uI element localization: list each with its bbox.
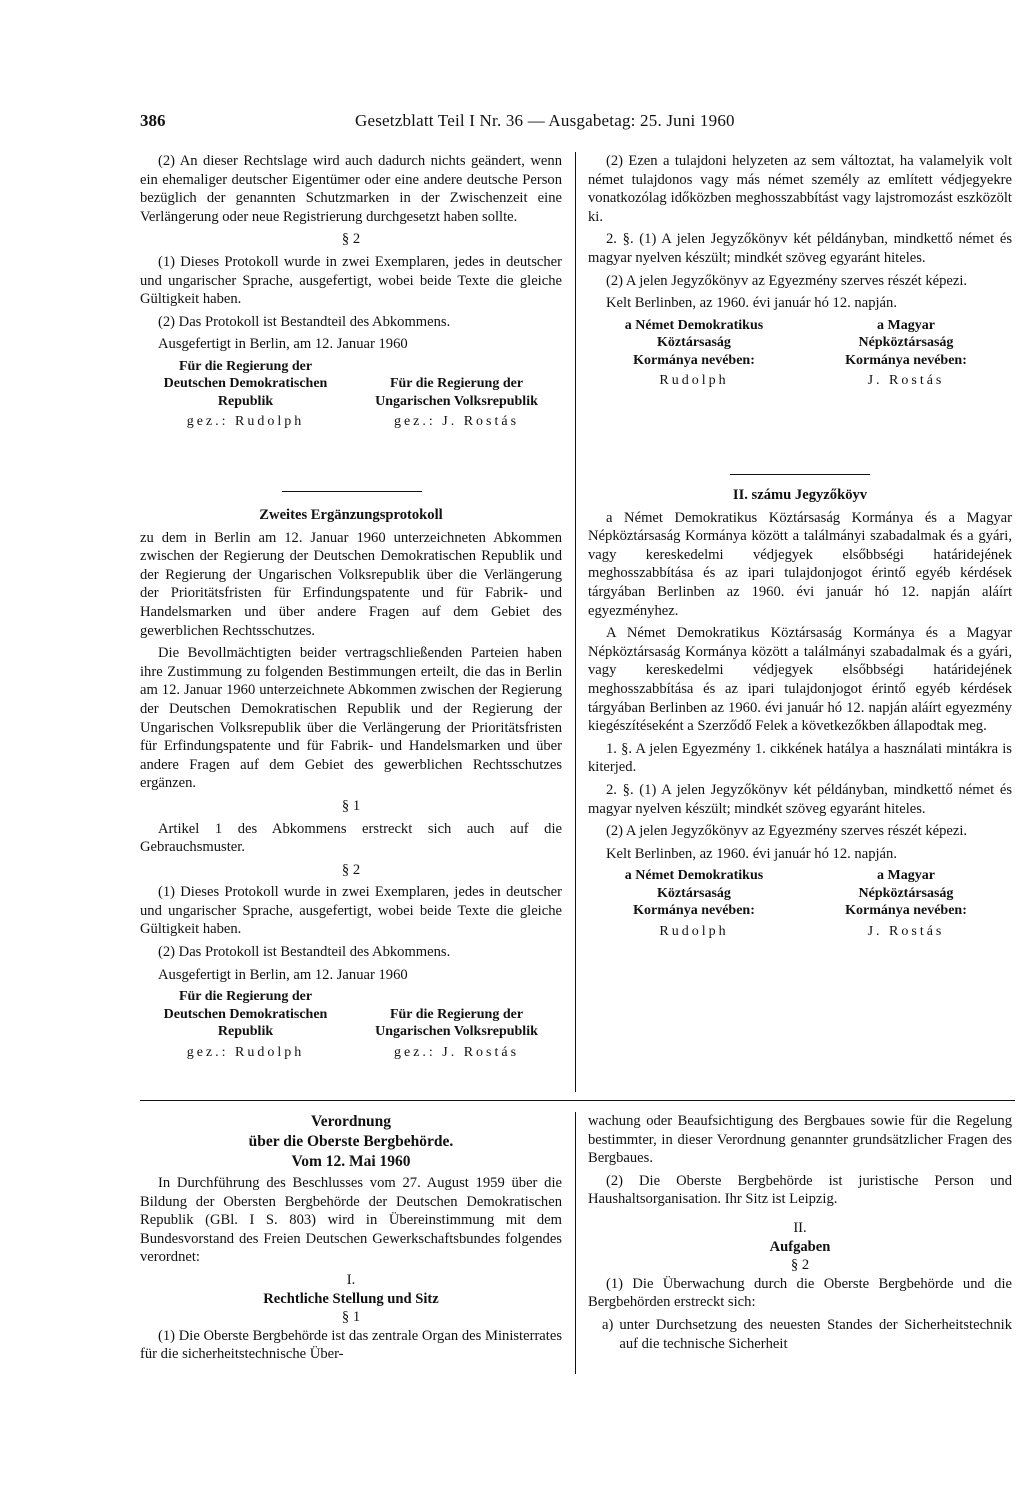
paragraph: (1) Dieses Protokoll wurde in zwei Exemplaren, jedes in deutscher und ungarischer Sprache, ausgefertigt, wobei beide Texte die gleiche Gültigkeit haben. [140, 253, 562, 308]
place-date: Ausgefertigt in Berlin, am 12. Januar 1960 [158, 966, 408, 983]
paragraph: Artikel 1 des Abkommens erstreckt sich auch auf die Gebrauchsmuster. [140, 820, 562, 856]
page-number: 386 [140, 111, 166, 130]
section-heading: § 1 [341, 1309, 361, 1326]
column-divider [575, 1112, 576, 1374]
part-numeral: II. [793, 1219, 807, 1236]
paragraph: 2. §. (1) A jelen Jegyzőkönyv két példányban, mindkettő német és magyar nyelven készült; mindkét szöveg egyaránt hiteles. [588, 781, 1012, 817]
paragraph: (2) Das Protokoll ist Bestandteil des Abkommens. [158, 944, 451, 961]
place-date: Kelt Berlinben, az 1960. évi január hó 12. napján. [606, 295, 897, 312]
paragraph: wachung oder Beaufsichtigung des Bergbaues sowie für die Regelung bestimmter, in dieser Verordnung genannter grundsätzlicher Fragen des Bergbaues. [588, 1113, 1012, 1167]
upper-left-column-second [140, 506, 562, 1061]
signature-text: a Magyar [877, 868, 935, 884]
lower-left-column [140, 1112, 562, 1368]
section-heading: § 2 [790, 1257, 810, 1274]
signature-block [588, 867, 1012, 940]
part-title: Aufgaben [769, 1238, 831, 1255]
upper-right-column [588, 152, 1012, 390]
signatory-name: J. Rostás [867, 373, 945, 389]
paragraph: 2. §. (1) A jelen Jegyzőkönyv két példányban, mindkettő német és magyar nyelven készült; mindkét szöveg egyaránt hiteles. [588, 231, 1012, 266]
signature-text: Kormánya nevében: [845, 903, 967, 919]
signatory-name: Rudolph [659, 373, 729, 389]
section-heading: § 2 [341, 861, 361, 878]
signatory-name: gez.: Rudolph [186, 414, 305, 430]
signature-text: a Német Demokratikus [624, 868, 764, 884]
upper-left-column [140, 152, 562, 431]
paragraph: a Német Demokratikus Köztársaság Kormánya és a Magyar Népköztársaság Kormánya között a találmányi szabadalmak és a gyári, vagy kereskedelmi védjegyek elsőbbségi határidejének meghosszabbítása és az ipari tulajdonjogot érintő egyéb kérdések tárgyában Berlinben az 1960. évi január hó 12. napján aláírt egyezményhez. [588, 509, 1012, 619]
list-item-text: unter Durchsetzung des neuesten Standes der Sicherheitstechnik auf die technische Sicherheit [619, 1316, 1012, 1352]
regulation-title: Verordnung [310, 1113, 392, 1130]
signature-text: Népköztársaság [858, 335, 954, 351]
signature-text: Népköztársaság [858, 885, 954, 901]
signature-text: Republik [217, 393, 274, 409]
part-numeral: I. [346, 1271, 356, 1288]
regulation-date: Vom 12. Mai 1960 [291, 1153, 411, 1170]
signatory-name: gez.: Rudolph [186, 1044, 305, 1060]
paragraph: (2) Ezen a tulajdoni helyzeten az sem változtat, ha valamelyik volt német tulajdonos vagy más német személy az említett védjegyekre vonatkozólag időközben meghosszabbítást vagy lajstromozást eszközölt ki. [588, 153, 1012, 225]
signature-text: Kormánya nevében: [845, 352, 967, 368]
place-date: Ausgefertigt in Berlin, am 12. Januar 1960 [158, 336, 408, 353]
paragraph: (2) An dieser Rechtslage wird auch dadurch nichts geändert, wenn ein ehemaliger deutscher Eigentümer oder eine andere deutsche Person bezüglich der genannten Schutzmarken in der Zwischenzeit eine Verlängerung oder neue Registrierung durchgesetzt haben sollte. [140, 153, 562, 225]
place-date: Kelt Berlinben, az 1960. évi január hó 12. napján. [606, 845, 897, 862]
signature-text: Deutschen Demokratischen [163, 376, 328, 392]
lower-right-column [588, 1112, 1012, 1353]
protocol-title: II. számu Jegyzőköyv [732, 487, 868, 503]
paragraph: (2) A jelen Jegyzőkönyv az Egyezmény szerves részét képezi. [606, 823, 968, 840]
paragraph: (1) Die Überwachung durch die Oberste Bergbehörde und die Bergbehörden erstreckt sich: [588, 1275, 1012, 1311]
signatory-name: J. Rostás [867, 923, 945, 939]
paragraph: (2) Die Oberste Bergbehörde ist juristische Person und Haushaltsorganisation. Ihr Sitz ist Leipzig. [588, 1172, 1012, 1208]
signature-text: Republik [217, 1024, 274, 1040]
list-item-label: a) [602, 1316, 614, 1333]
signature-text: Für die Regierung der [389, 1006, 524, 1022]
signatory-name: Rudolph [659, 923, 729, 939]
signature-text: Für die Regierung der [178, 358, 313, 374]
signature-text: a Magyar [877, 317, 935, 333]
paragraph: 1. §. A jelen Egyezmény 1. cikkének hatálya a használati mintákra is kiterjed. [588, 740, 1012, 776]
paragraph: Die Bevollmächtigten beider vertragschließenden Parteien haben ihre Zustimmung zu folgenden Bestimmungen erteilt, die das in Berlin am 12. Januar 1960 unterzeichnete Abkommen zwischen der Regierung der Deutschen Demokratischen Republik und der Regierung der Ungarischen Volksrepublik über die Verlängerung der Prioritätsfristen für Erfindungspatente und für Fabrik- und Handelsmarken und über andere Fragen auf dem Gebiet des gewerblichen Rechtsschutzes ergänzen. [140, 645, 562, 792]
signature-text: Deutschen Demokratischen [163, 1006, 328, 1022]
signature-text: Kormánya nevében: [633, 352, 755, 368]
signature-block [140, 988, 562, 1061]
signatory-name: gez.: J. Rostás [393, 414, 520, 430]
signature-block [140, 358, 562, 431]
list-item [588, 1316, 1012, 1353]
signature-text: Köztársaság [657, 885, 731, 901]
section-heading: § 1 [341, 797, 361, 814]
paragraph: zu dem in Berlin am 12. Januar 1960 unterzeichneten Abkommen zwischen der Regierung der Deutschen Demokratischen Republik und der Regierung der Ungarischen Volksrepublik über die Verlängerung der Prioritätsfristen für Erfindungspatente und für Fabrik- und Handelsmarken und über andere Fragen auf dem Gebiet des gewerblichen Rechtsschutzes. [140, 529, 562, 639]
section-divider [730, 474, 870, 475]
signature-block [588, 317, 1012, 390]
paragraph: (1) Dieses Protokoll wurde in zwei Exemplaren, jedes in deutscher und ungarischer Sprache, ausgefertigt, wobei beide Texte die gleiche Gültigkeit haben. [140, 884, 562, 938]
signature-text: Für die Regierung der [389, 376, 524, 392]
header-title: Gesetzblatt Teil I Nr. 36 — Ausgabetag: 25. Juni 1960 [355, 111, 735, 130]
part-title: Rechtliche Stellung und Sitz [263, 1290, 439, 1307]
regulation-title: über die Oberste Bergbehörde. [248, 1133, 454, 1150]
paragraph: (1) Die Oberste Bergbehörde ist das zentrale Organ des Ministerrates für die sicherheitstechnische Über- [140, 1327, 562, 1363]
column-divider [575, 152, 576, 1092]
section-heading: § 2 [341, 231, 361, 248]
paragraph: (2) A jelen Jegyzőkönyv az Egyezmény szerves részét képezi. [606, 272, 968, 289]
signature-text: Kormánya nevében: [633, 903, 755, 919]
page-header [140, 111, 960, 135]
signature-text: Köztársaság [657, 335, 731, 351]
signature-text: Ungarischen Volksrepublik [375, 1024, 538, 1040]
paragraph: (2) Das Protokoll ist Bestandteil des Abkommens. [158, 313, 451, 330]
paragraph: A Német Demokratikus Köztársaság Kormánya és a Magyar Népköztársaság Kormánya között a találmányi szabadalmak és a gyári, vagy kereskedelmi védjegyek elsőbbségi határidejének meghosszabbítása és az ipari tulajdonjogot érintő egyéb kérdések tárgyában Berlinben az 1960. évi január hó 12. napján aláírt egyezmény kiegészítéseként a Szerződő Felek a következőkben állapodtak meg. [588, 625, 1012, 735]
signature-text: a Német Demokratikus [624, 317, 764, 333]
protocol-title: Zweites Ergänzungsprotokoll [259, 507, 443, 523]
signature-text: Für die Regierung der [178, 989, 313, 1005]
paragraph: In Durchführung des Beschlusses vom 27. August 1959 über die Bildung der Obersten Bergbehörde der Deutschen Demokratischen Republik (GBl. I S. 803) wird in Übereinstimmung mit dem Bundesvorstand des Freien Deutschen Gewerkschaftsbundes folgendes verordnet: [140, 1175, 562, 1266]
upper-right-column-second [588, 486, 1012, 940]
signature-text: Ungarischen Volksrepublik [375, 393, 538, 409]
section-divider [282, 491, 422, 492]
signatory-name: gez.: J. Rostás [393, 1044, 520, 1060]
page-divider [140, 1100, 1015, 1101]
